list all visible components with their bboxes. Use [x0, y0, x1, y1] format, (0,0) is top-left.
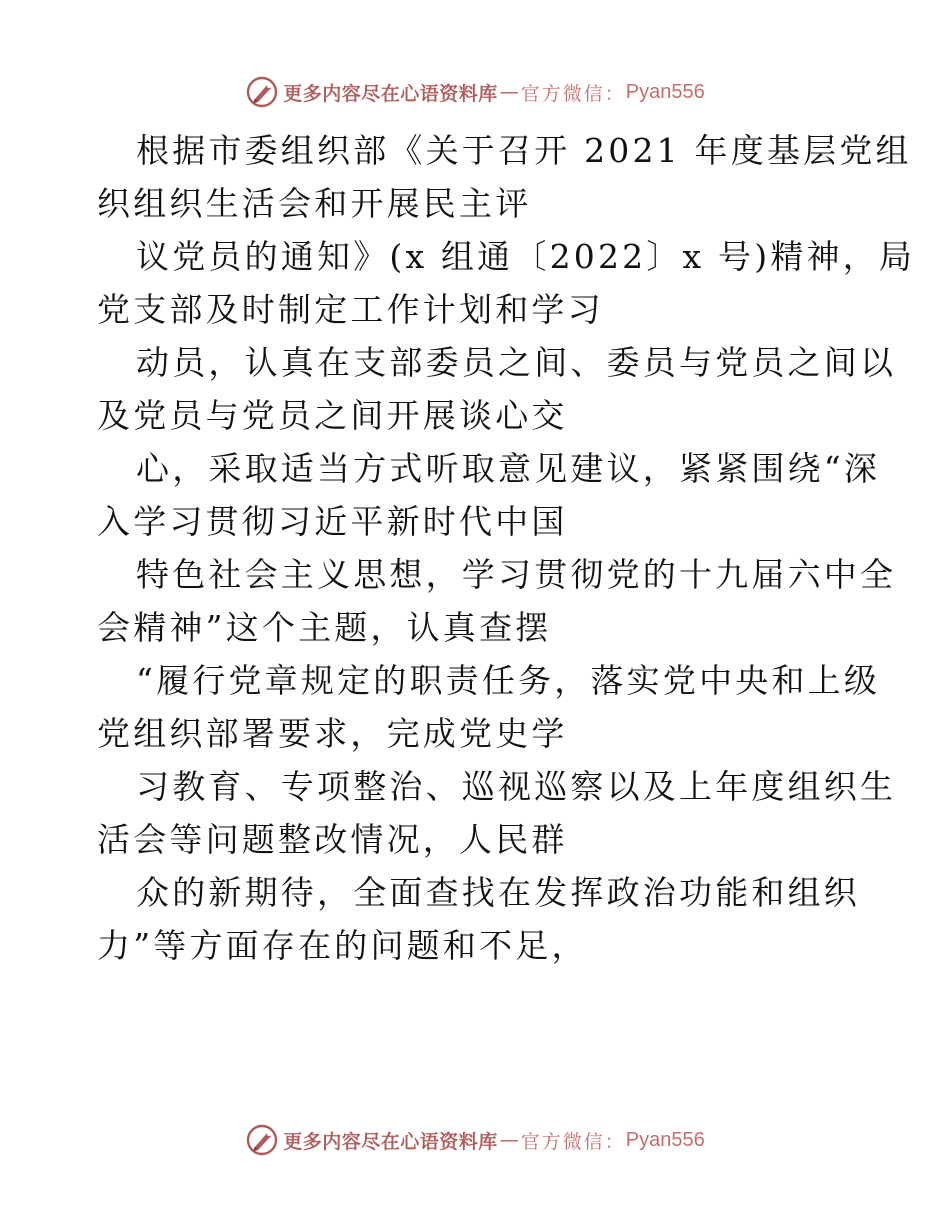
paragraph-line: 心，采取适当方式听取意见建议，紧紧围绕“深 — [136, 449, 881, 488]
document-body — [97, 124, 916, 972]
paragraph-line: 织组织生活会和开展民主评 — [97, 184, 532, 223]
paragraph-line: “履行党章规定的职责任务，落实党中央和上级 — [136, 661, 881, 700]
watermark-separator: — — [499, 1129, 519, 1151]
paragraph-line: 动员，认真在支部委员之间、委员与党员之间以 — [136, 343, 897, 382]
watermark-wechat-id: Pyan556 — [625, 80, 705, 103]
paragraph-4 — [97, 442, 881, 548]
watermark-label: 官方微信： — [520, 1130, 626, 1153]
paragraph-3 — [97, 336, 897, 442]
watermark-brand: 更多内容尽在心语资料库 — [283, 82, 498, 105]
paragraph-7 — [97, 760, 897, 866]
paragraph-line: 及党员与党员之间开展谈心交 — [97, 396, 568, 435]
footer-watermark — [0, 1120, 950, 1160]
paragraph-line: 力”等方面存在的问题和不足， — [97, 926, 588, 965]
paragraph-line: 根据市委组织部《关于召开 2021 年度基层党组 — [136, 131, 912, 170]
paragraph-line: 特色社会主义思想，学习贯彻党的十九届六中全 — [136, 555, 897, 594]
paragraph-line: 众的新期待，全面查找在发挥政治功能和组织 — [136, 873, 860, 912]
watermark-separator: — — [499, 81, 519, 103]
paragraph-line: 会精神”这个主题，认真查摆 — [97, 608, 552, 647]
paragraph-line: 党支部及时制定工作计划和学习 — [97, 290, 604, 329]
pen-circle-logo-icon — [245, 1123, 279, 1157]
paragraph-line: 议党员的通知》(x 组通〔2022〕x 号)精神，局 — [136, 237, 916, 276]
watermark-label: 官方微信： — [520, 82, 626, 105]
paragraph-2 — [97, 230, 916, 336]
paragraph-6 — [97, 654, 881, 760]
watermark-wechat-id: Pyan556 — [625, 1128, 705, 1151]
paragraph-line: 活会等问题整改情况，人民群 — [97, 820, 568, 859]
watermark-brand: 更多内容尽在心语资料库 — [283, 1130, 498, 1153]
header-watermark — [0, 72, 950, 112]
paragraph-line: 入学习贯彻习近平新时代中国 — [97, 502, 568, 541]
paragraph-1 — [97, 124, 912, 230]
paragraph-8 — [97, 866, 860, 972]
pen-circle-logo-icon — [245, 75, 279, 109]
paragraph-5 — [97, 548, 897, 654]
paragraph-line: 习教育、专项整治、巡视巡察以及上年度组织生 — [136, 767, 897, 806]
paragraph-line: 党组织部署要求，完成党史学 — [97, 714, 568, 753]
